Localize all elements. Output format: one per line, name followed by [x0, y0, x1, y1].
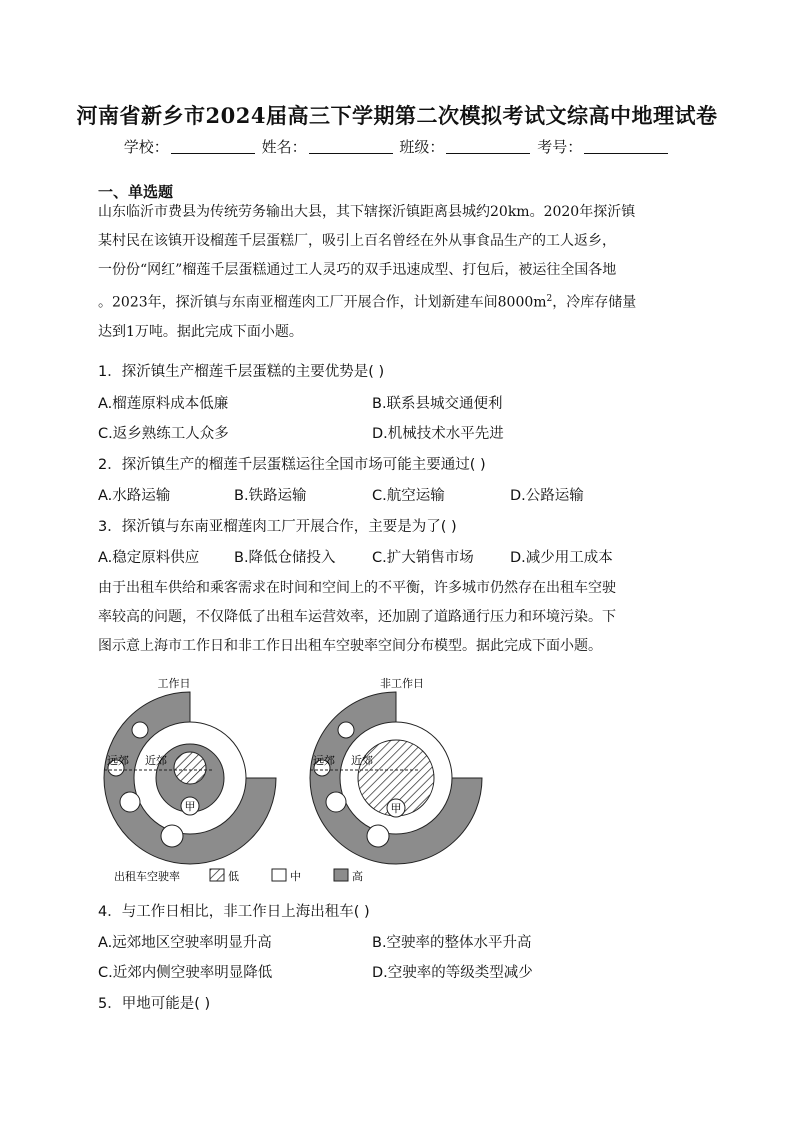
- question-4-option-d[interactable]: D.空驶率的等级类型减少: [372, 965, 533, 981]
- passage-1-line-3: 一份份“网红”榴莲千层蛋糕通过工人灵巧的双手迅速成型、打包后，被运往全国各地: [98, 262, 617, 278]
- question-1-option-c[interactable]: C.返乡熟练工人众多: [98, 426, 229, 442]
- question-3-option-a[interactable]: A.稳定原料供应: [98, 550, 200, 566]
- workday-far-circle-4: [161, 825, 183, 847]
- question-4-option-b[interactable]: B.空驶率的整体水平升高: [372, 935, 532, 951]
- non-workday-near-label: 近郊: [351, 754, 373, 767]
- legend-low-label: 低: [228, 870, 239, 883]
- passage-2-line-3: 图示意上海市工作日和非工作日出租车空驶率空间分布模型。据此完成下面小题。: [98, 638, 602, 654]
- legend-high-label: 高: [352, 870, 363, 883]
- workday-title: 工作日: [157, 677, 191, 690]
- passage-2: [98, 574, 698, 661]
- section-title: 一、单选题: [98, 183, 174, 201]
- passage-2-line-2: 率较高的问题，不仅降低了出租车运营效率，还加剧了道路通行压力和环境污染。下: [98, 609, 616, 625]
- question-5-stem: 5．甲地可能是( ): [98, 996, 211, 1012]
- non-workday-far-circle-4: [367, 825, 389, 847]
- id-blank: [584, 139, 668, 154]
- question-2-option-d[interactable]: D.公路运输: [510, 488, 584, 504]
- question-4-stem: 4．与工作日相比，非工作日上海出租车( ): [98, 904, 370, 920]
- question-2-option-b[interactable]: B.铁路运输: [234, 488, 307, 504]
- page-title: 河南省新乡市2024届高三下学期第二次模拟考试文综高中地理试卷: [76, 103, 718, 128]
- school-blank: [171, 139, 255, 154]
- class-blank: [446, 139, 530, 154]
- question-1-option-b[interactable]: B.联系县城交通便利: [372, 396, 503, 412]
- passage-1-line-4-tail: ，冷库存储量: [552, 294, 637, 311]
- question-3-stem: 3．探沂镇与东南亚榴莲肉工厂开展合作，主要是为了( ): [98, 519, 457, 535]
- question-1-option-a[interactable]: A.榴莲原料成本低廉: [98, 396, 229, 412]
- name-blank: [309, 139, 393, 154]
- legend-low-swatch: [210, 869, 224, 881]
- passage-2-line-1: 由于出租车供给和乘客需求在时间和空间上的不平衡，许多城市仍然存在出租车空驶: [98, 580, 616, 596]
- non-workday-far-label: 远郊: [313, 754, 335, 767]
- passage-1-line-4: [98, 285, 698, 318]
- legend-high-swatch: [334, 869, 348, 881]
- legend-title: 出租车空驶率: [114, 870, 180, 883]
- question-2-stem: 2．探沂镇生产的榴莲千层蛋糕运往全国市场可能主要通过( ): [98, 457, 486, 473]
- question-2-option-c[interactable]: C.航空运输: [372, 488, 445, 504]
- non-workday-far-circle-3: [326, 792, 346, 812]
- question-4-option-c[interactable]: C.近郊内侧空驶率明显降低: [98, 965, 273, 981]
- question-3-option-d[interactable]: D.减少用工成本: [510, 550, 613, 566]
- workday-far-label: 远郊: [107, 754, 129, 767]
- question-4-option-a[interactable]: A.远郊地区空驶率明显升高: [98, 935, 272, 951]
- non-workday-title: 非工作日: [380, 677, 424, 690]
- non-workday-far-circle-1: [338, 722, 354, 738]
- class-label: 班级：: [399, 138, 445, 156]
- workday-near-label: 近郊: [145, 754, 167, 767]
- passage-1: [98, 198, 698, 347]
- question-1-option-d[interactable]: D.机械技术水平先进: [372, 426, 504, 442]
- non-workday-point-jia: 甲: [390, 802, 402, 815]
- student-info-line: [0, 136, 794, 157]
- passage-1-line-1: 山东临沂市费县为传统劳务输出大县，其下辖探沂镇距离县城约20km。2020年探沂镇: [98, 204, 636, 220]
- passage-1-line-4-text: 。2023年，探沂镇与东南亚榴莲肉工厂开展合作，计划新建车间8000m: [98, 294, 547, 311]
- taxi-vacancy-diagram: [94, 672, 534, 890]
- workday-far-circle-1: [132, 722, 148, 738]
- workday-point-jia: 甲: [184, 800, 196, 813]
- passage-1-line-5: 达到1万吨。据此完成下面小题。: [98, 323, 303, 340]
- question-3-option-c[interactable]: C.扩大销售市场: [372, 550, 474, 566]
- id-label: 考号：: [537, 138, 583, 156]
- legend-mid-label: 中: [290, 870, 301, 883]
- question-1-stem: 1．探沂镇生产榴莲千层蛋糕的主要优势是( ): [98, 364, 385, 380]
- legend-mid-swatch: [272, 869, 286, 881]
- question-2-option-a[interactable]: A.水路运输: [98, 488, 171, 504]
- name-label: 姓名：: [261, 138, 307, 156]
- workday-core-low: [174, 752, 206, 784]
- workday-far-circle-3: [120, 792, 140, 812]
- question-3-option-b[interactable]: B.降低仓储投入: [234, 550, 336, 566]
- superscript-2: 2: [546, 294, 553, 304]
- passage-1-line-2: 某村民在该镇开设榴莲千层蛋糕厂，吸引上百名曾经在外从事食品生产的工人返乡，: [98, 233, 616, 249]
- school-label: 学校：: [123, 138, 169, 156]
